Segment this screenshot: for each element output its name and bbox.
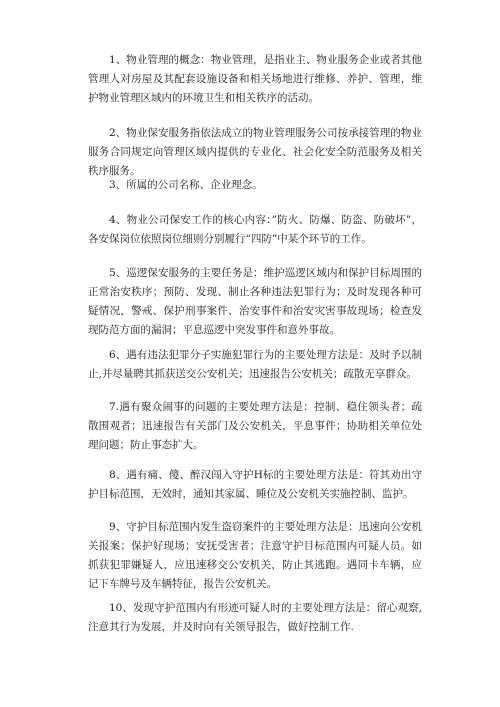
paragraph-4: 4、物业公司保安工作的核心内容：”防火、防爆、防盗、防破坏”，各安保岗位依照岗位细则分别履行“四防”中某个环节的工作。: [88, 214, 422, 245]
paragraph-2: 2、物业保安服务指依法成立的物业管理服务公司按承接管理的物业服务合同规定向管理区域内提供的专业化、社会化安全防范服务及相关秩序服务。: [88, 127, 422, 177]
paragraph-9: 9、守护目标范围内发生盗窃案件的主要处理方法是：迅速向公安机关报案；保护好现场；安抚受害者；注意守护目标范围内可疑人员。如抓获犯罪嫌疑人，应迅速移交公安机关，防止其逃跑。遇同卡车辆，应记下车牌号及车辆特征，报告公安机关。: [88, 521, 422, 590]
paragraph-3: 3、所属的公司名称、企业理念。: [109, 179, 263, 191]
paragraph-7: 7.遇有聚众闹事的问题的主要处理方法是：控制、稳住领头者；疏散围观者；迅速报告有关部门及公安机关，平息事件；协助相关单位处理问题；防止事态扩大。: [88, 401, 422, 451]
paragraph-1: 1、物业管理的概念：物业管理，是指业主、物业服务企业或者其他管理人对房屋及其配套设施设备和相关场地进行维修、养护、管理，维护物业管理区域内的环境卫生和相关秩序的活动。: [88, 54, 422, 104]
paragraph-10: 10、发现守护范围内有形迹可疑人时的主要处理方法是：留心观察,注意其行为发展，并及时向有关领导报告，做好控制工作.: [88, 602, 422, 633]
paragraph-6: 6、遇有违法犯罪分子实施犯罪行为的主要处理方法是：及时予以制止,并尽量聘其抓获送交公安机关；迅速报告公安机关；疏散无享群众。: [88, 349, 422, 380]
paragraph-5: 5、巡逻保安服务的主要任务是：维护巡逻区域内和保护目标周围的正常治安秩序；预防、发现、制止各种违法犯罪行为；及时发现各种可疑情况，警戒、保护刑事案件、治安事件和治安灾害事故现场；检查发现防范方面的漏洞；平息巡逻中突发事件和意外事故。: [88, 267, 422, 336]
paragraph-8: 8、遇有痛、傻、醉汉闯入守护H标的主要处理方法是：符其劝出守护目标范围，无效时，通知其家属、睡位及公安机关实施控制、监护。: [88, 469, 422, 500]
